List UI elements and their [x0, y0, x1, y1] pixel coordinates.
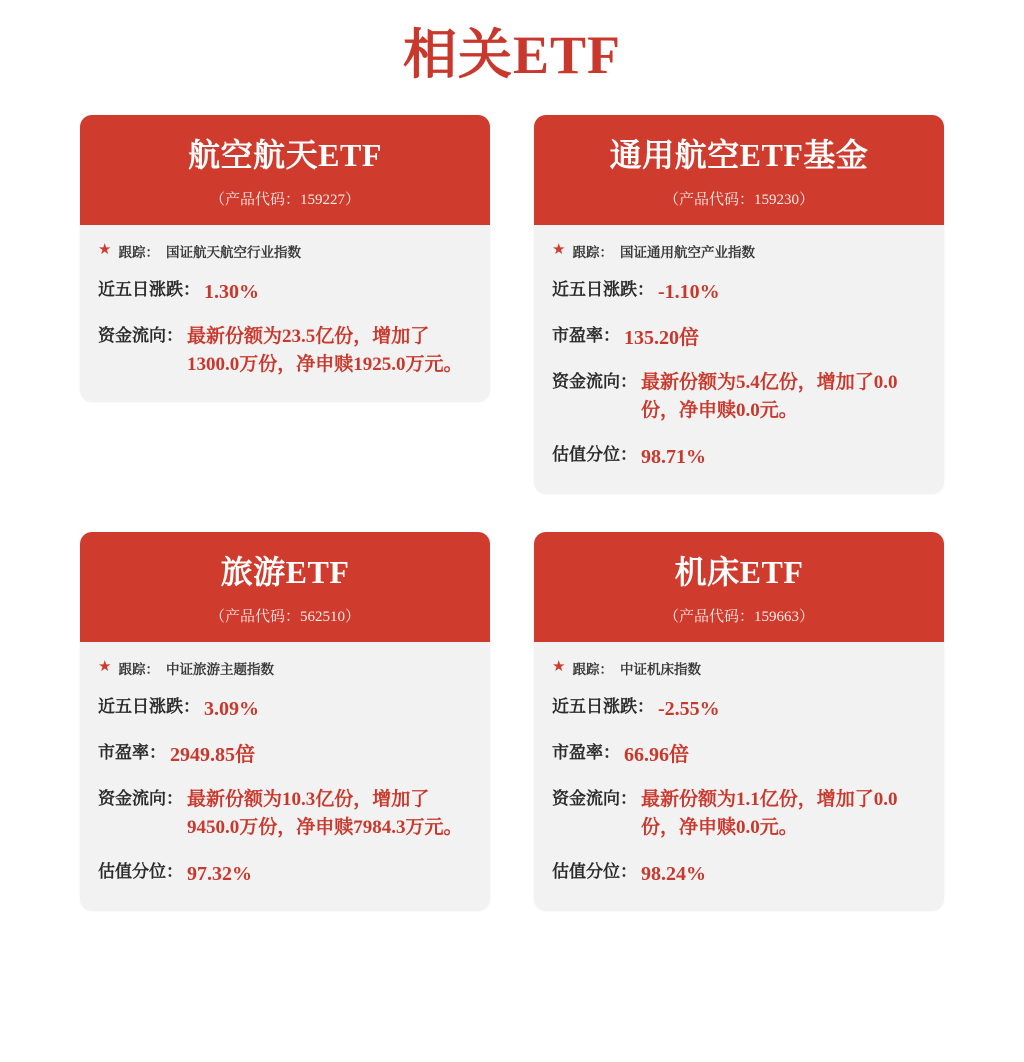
etf-card-body [80, 642, 490, 911]
etf-track-label: 跟踪： [572, 661, 613, 677]
star-icon: ★ [552, 242, 566, 259]
etf-code: （产品代码：159227） [209, 191, 360, 208]
etf-card-header [534, 115, 944, 225]
star-icon: ★ [552, 659, 566, 676]
etf-five-day-value: -1.10% [658, 280, 720, 303]
etf-card[interactable] [534, 115, 944, 494]
etf-pe-metric [552, 323, 926, 353]
etf-flow-value: 最新份额为5.4亿份，增加了0.0份，净申赎0.0元。 [641, 371, 898, 422]
etf-track-value: 国证航天航空行业指数 [165, 244, 301, 260]
etf-card-body [534, 642, 944, 911]
etf-valuation-value: 97.32% [187, 862, 252, 885]
etf-flow-value: 最新份额为23.5亿份，增加了1300.0万份，净申赎1925.0万元。 [187, 325, 463, 376]
etf-track-label: 跟踪： [572, 244, 613, 260]
etf-card[interactable] [80, 115, 490, 402]
etf-five-day-label: 近五日涨跌： [552, 696, 654, 716]
etf-valuation-metric [552, 442, 926, 472]
etf-track-label: 跟踪： [118, 661, 159, 677]
etf-flow-label: 资金流向： [552, 788, 637, 808]
etf-pe-value: 66.96倍 [624, 743, 689, 766]
etf-track-row [552, 241, 926, 261]
etf-code: （产品代码：159663） [663, 608, 814, 625]
etf-valuation-metric [98, 859, 472, 889]
page-title: 相关ETF [402, 25, 622, 85]
etf-track-row [98, 658, 472, 678]
etf-track-value: 中证旅游主题指数 [165, 661, 274, 677]
etf-card-header [534, 532, 944, 642]
etf-pe-metric [98, 740, 472, 770]
etf-card-header [80, 532, 490, 642]
etf-name: 旅游ETF [220, 553, 350, 590]
etf-valuation-label: 估值分位： [552, 444, 637, 464]
etf-flow-metric [552, 369, 926, 426]
etf-flow-label: 资金流向： [98, 788, 183, 808]
etf-valuation-label: 估值分位： [552, 861, 637, 881]
etf-five-day-label: 近五日涨跌： [552, 279, 654, 299]
etf-pe-label: 市盈率： [552, 742, 620, 762]
etf-five-day-value: 1.30% [204, 280, 259, 303]
etf-name: 航空航天ETF [188, 137, 382, 173]
etf-flow-metric [98, 786, 472, 843]
etf-track-value: 国证通用航空产业指数 [619, 244, 755, 260]
etf-card-header [80, 115, 490, 225]
etf-track-row [98, 241, 472, 261]
etf-five-day-metric [98, 694, 472, 724]
etf-valuation-value: 98.71% [641, 445, 706, 468]
star-icon: ★ [98, 659, 112, 676]
etf-five-day-label: 近五日涨跌： [98, 696, 200, 716]
etf-pe-metric [552, 740, 926, 770]
etf-flow-label: 资金流向： [98, 325, 183, 345]
etf-five-day-value: -2.55% [658, 697, 720, 720]
etf-pe-value: 135.20倍 [624, 326, 699, 349]
etf-five-day-metric [98, 277, 472, 307]
etf-page [0, 12, 1024, 1062]
etf-pe-value: 2949.85倍 [170, 743, 255, 766]
etf-five-day-label: 近五日涨跌： [98, 279, 200, 299]
etf-valuation-value: 98.24% [641, 862, 706, 885]
etf-five-day-metric [552, 694, 926, 724]
etf-pe-label: 市盈率： [552, 325, 620, 345]
etf-card[interactable] [534, 532, 944, 911]
etf-flow-label: 资金流向： [552, 371, 637, 391]
etf-pe-label: 市盈率： [98, 742, 166, 762]
etf-five-day-value: 3.09% [204, 697, 259, 720]
etf-track-row [552, 658, 926, 678]
etf-card-body [534, 225, 944, 494]
etf-flow-value: 最新份额为10.3亿份，增加了9450.0万份，净申赎7984.3万元。 [187, 788, 463, 839]
etf-card[interactable] [80, 532, 490, 911]
etf-code: （产品代码：562510） [209, 608, 360, 625]
etf-valuation-metric [552, 859, 926, 889]
etf-valuation-label: 估值分位： [98, 861, 183, 881]
etf-track-value: 中证机床指数 [619, 661, 701, 677]
etf-code: （产品代码：159230） [663, 191, 814, 208]
etf-track-label: 跟踪： [118, 244, 159, 260]
etf-flow-metric [552, 786, 926, 843]
star-icon: ★ [98, 242, 112, 259]
etf-five-day-metric [552, 277, 926, 307]
etf-card-body [80, 225, 490, 402]
etf-flow-metric [98, 323, 472, 380]
etf-flow-value: 最新份额为1.1亿份，增加了0.0份，净申赎0.0元。 [641, 788, 898, 839]
etf-name: 机床ETF [674, 553, 804, 590]
etf-name: 通用航空ETF基金 [609, 137, 869, 173]
etf-card-grid [0, 115, 1024, 911]
